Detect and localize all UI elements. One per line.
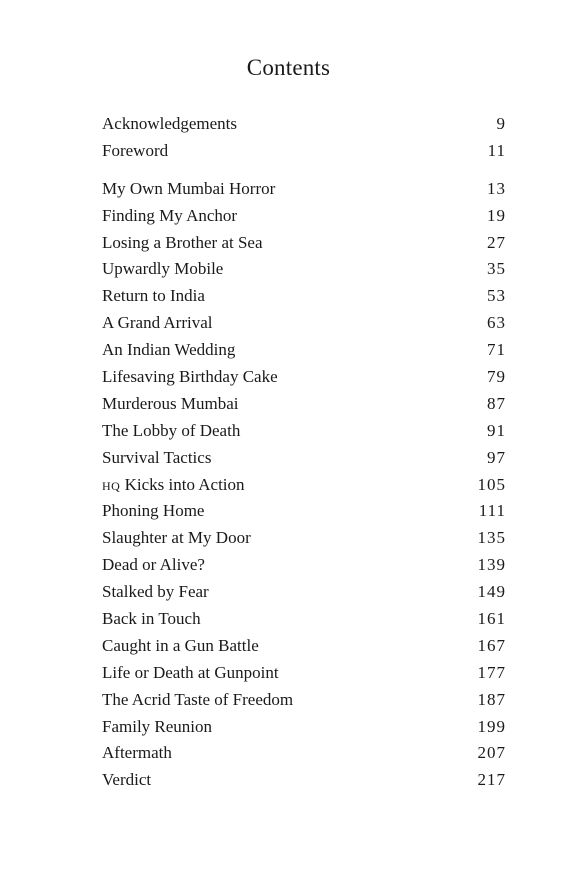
toc-entry[interactable] [102,232,506,259]
toc-entry[interactable] [102,742,506,769]
toc-entry-title: Return to India [102,286,205,306]
toc-entry[interactable] [102,447,506,474]
toc-entry[interactable] [102,635,506,662]
page-title: Contents [246,55,331,80]
toc-entry-title [102,474,245,496]
toc-entry-title: Finding My Anchor [102,205,238,225]
toc-entry[interactable] [102,393,506,420]
toc-page-number: 53 [487,286,506,306]
toc-page-number: 177 [477,662,506,682]
toc-page-number: 91 [487,420,506,440]
toc-entry-title: The Acrid Taste of Freedom [102,689,294,709]
toc-page-number: 63 [487,313,506,333]
toc-page-number: 13 [487,178,506,198]
toc-entry[interactable] [102,554,506,581]
toc-page-number: 167 [477,635,506,655]
toc-entry[interactable] [102,608,506,635]
toc-page-number: 199 [477,716,506,736]
toc-page-number: 135 [477,528,506,548]
toc-entry[interactable] [102,527,506,554]
toc-entry[interactable] [102,689,506,716]
toc-entry-title-rest: Kicks into Action [120,474,245,494]
toc-page-number: 71 [487,340,506,360]
toc-entry-title: Slaughter at My Door [102,528,251,548]
toc-entry-title: Foreword [102,140,169,160]
toc-page-number: 187 [477,689,506,709]
toc-entry[interactable] [102,420,506,447]
toc-entry-title: Murderous Mumbai [102,393,239,413]
toc-entry[interactable] [102,366,506,393]
toc-entry[interactable] [102,339,506,366]
toc-page-number: 149 [477,582,506,602]
toc-entry-title: Back in Touch [102,609,201,629]
toc-entry-title: My Own Mumbai Horror [102,178,276,198]
toc-entry[interactable] [102,500,506,527]
toc-entry[interactable] [102,716,506,743]
toc-page-number: 27 [487,232,506,252]
toc-page-number: 19 [487,205,506,225]
toc-entry-title: A Grand Arrival [102,313,213,333]
toc-entry-title: Acknowledgements [102,114,238,133]
toc-entry-title: Life or Death at Gunpoint [102,662,279,682]
toc-entry-title: Family Reunion [102,716,213,736]
toc-entry[interactable] [102,769,506,796]
toc-page-number: 35 [487,259,506,279]
toc-entry[interactable] [102,285,506,312]
toc-entry[interactable] [102,178,506,205]
toc-entry-title: Losing a Brother at Sea [102,232,263,252]
toc-entry-title: The Lobby of Death [102,420,241,440]
toc-page-number: 207 [477,743,506,763]
table-of-contents [102,113,506,796]
toc-page-number: 79 [487,367,506,387]
toc-entry-title: Lifesaving Birthday Cake [102,367,278,387]
toc-entry[interactable] [102,205,506,232]
toc-page-number: 87 [487,393,506,413]
toc-entry[interactable] [102,662,506,689]
toc-entry-title: An Indian Wedding [102,340,236,360]
toc-entry-title: Verdict [102,770,152,790]
toc-entry[interactable] [102,312,506,339]
toc-entry-title-prefix: hq [102,474,121,494]
toc-entry-title: Phoning Home [102,501,205,521]
toc-page-number: 217 [477,770,506,790]
toc-page-number: 111 [478,501,506,521]
toc-page-number: 161 [477,609,506,629]
toc-page-number: 105 [477,474,506,494]
toc-entry-title: Stalked by Fear [102,582,209,602]
toc-entry-foreword[interactable] [102,140,506,167]
toc-entry[interactable] [102,581,506,608]
toc-entry[interactable] [102,258,506,285]
toc-page-number: 97 [487,447,506,467]
toc-entry-title: Aftermath [102,743,172,763]
toc-entry[interactable] [102,474,506,501]
toc-entry-title: Upwardly Mobile [102,259,224,279]
toc-page-number: 9 [496,114,506,133]
toc-page-number: 11 [487,140,506,160]
toc-entry-title: Survival Tactics [102,447,212,467]
toc-page-number: 139 [477,555,506,575]
toc-entry-title: Dead or Alive? [102,555,205,575]
toc-entry-title: Caught in a Gun Battle [102,635,259,655]
toc-entry-acknowledgements[interactable] [102,113,506,140]
